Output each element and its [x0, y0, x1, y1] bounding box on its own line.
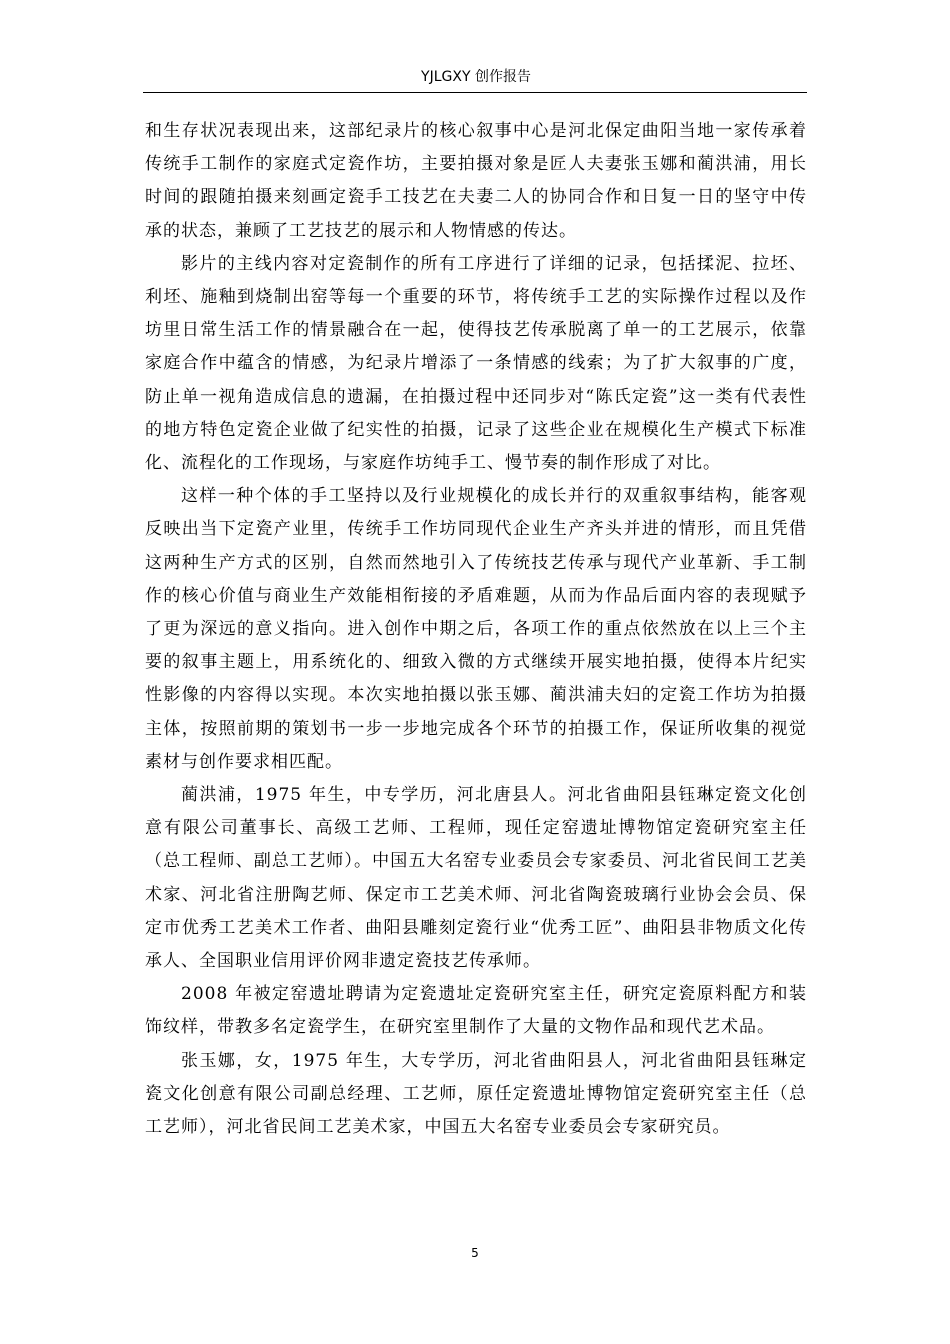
paragraph: 蔺洪浦，1975 年生，中专学历，河北唐县人。河北省曲阳县钰琳定瓷文化创意有限公司董事长、高级工艺师、工程师，现任定窑遗址博物馆定瓷研究室主任（总工程师、副总工艺师）。中国五大名窑专业委员会专家委员、河北省民间工艺美术家、河北省注册陶艺师、保定市工艺美术师、河北省陶瓷玻璃行业协会会员、保定市优秀工艺美术工作者、曲阳县雕刻定瓷行业“优秀工匠”、曲阳县非物质文化传承人、全国职业信用评价网非遗定瓷技艺传承师。	[145, 785, 807, 972]
body-text	[145, 115, 807, 1144]
page-number: 5	[471, 1246, 479, 1260]
paragraph: 张玉娜，女，1975 年生，大专学历，河北省曲阳县人，河北省曲阳县钰琳定瓷文化创意有限公司副总经理、工艺师，原任定瓷遗址博物馆定瓷研究室主任（总工艺师），河北省民间工艺美术家，中国五大名窑专业委员会专家研究员。	[145, 1050, 807, 1138]
paragraph: 2008 年被定窑遗址聘请为定瓷遗址定瓷研究室主任，研究定瓷原料配方和装饰纹样，带教多名定瓷学生，在研究室里制作了大量的文物作品和现代艺术品。	[145, 984, 807, 1038]
running-header: YJLGXY 创作报告	[421, 69, 531, 85]
paragraph: 这样一种个体的手工坚持以及行业规模化的成长并行的双重叙事结构，能客观反映出当下定瓷产业里，传统手工作坊同现代企业生产齐头并进的情形，而且凭借这两种生产方式的区别，自然而然地引入了传统技艺传承与现代产业革新、手工制作的核心价值与商业生产效能相衔接的矛盾难题，从而为作品后面内容的表现赋予了更为深远的意义指向。进入创作中期之后，各项工作的重点依然放在以上三个主要的叙事主题上，用系统化的、细致入微的方式继续开展实地拍摄，使得本片纪实性影像的内容得以实现。本次实地拍摄以张玉娜、蔺洪浦夫妇的定瓷工作坊为拍摄主体，按照前期的策划书一步一步地完成各个环节的拍摄工作，保证所收集的视觉素材与创作要求相匹配。	[145, 486, 807, 772]
paragraph-continuation: 和生存状况表现出来，这部纪录片的核心叙事中心是河北保定曲阳当地一家传承着传统手工制作的家庭式定瓷作坊，主要拍摄对象是匠人夫妻张玉娜和蔺洪浦，用长时间的跟随拍摄来刻画定瓷手工技艺在夫妻二人的协同合作和日复一日的坚守中传承的状态，兼顾了工艺技艺的展示和人物情感的传达。	[145, 121, 807, 241]
paragraph: 影片的主线内容对定瓷制作的所有工序进行了详细的记录，包括揉泥、拉坯、利坯、施釉到烧制出窑等每一个重要的环节，将传统手工艺的实际操作过程以及作坊里日常生活工作的情景融合在一起，使得技艺传承脱离了单一的工艺展示，依靠家庭合作中蕴含的情感，为纪录片增添了一条情感的线索；为了扩大叙事的广度，防止单一视角造成信息的遗漏，在拍摄过程中还同步对“陈氏定瓷”这一类有代表性的地方特色定瓷企业做了纪实性的拍摄，记录了这些企业在规模化生产模式下标准化、流程化的工作现场，与家庭作坊纯手工、慢节奏的制作形成了对比。	[145, 253, 807, 474]
header-rule	[143, 92, 807, 93]
